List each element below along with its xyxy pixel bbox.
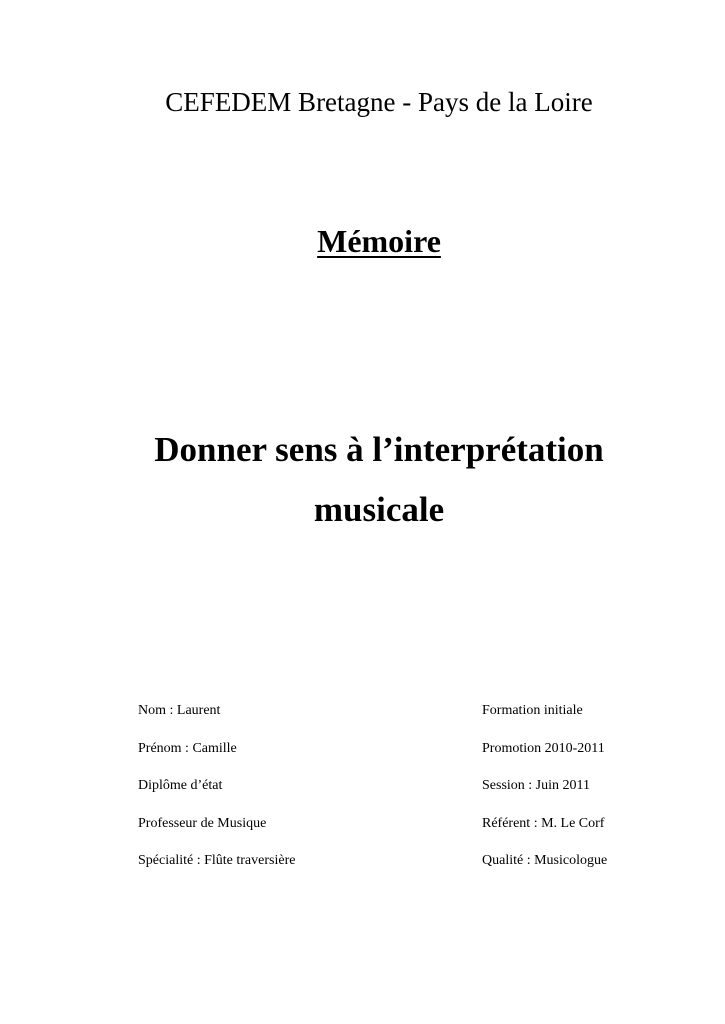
- promotion: Promotion 2010-2011: [482, 740, 605, 756]
- student-info-column: [138, 700, 295, 888]
- institution-name: CEFEDEM Bretagne - Pays de la Loire: [165, 87, 593, 117]
- title-line-1: Donner sens à l’interprétation: [154, 430, 604, 469]
- profession: Professeur de Musique: [138, 815, 267, 831]
- document-title: [0, 420, 725, 540]
- diploma: Diplôme d’état: [138, 778, 223, 793]
- program-info-column: [482, 700, 607, 888]
- student-first-name: Prénom : Camille: [138, 740, 237, 756]
- training-type: Formation initiale: [482, 703, 583, 718]
- title-line-2: musicale: [313, 490, 445, 529]
- speciality: Spécialité : Flûte traversière: [138, 853, 296, 868]
- document-type-heading: [0, 222, 725, 260]
- document-type-label: Mémoire: [317, 223, 441, 259]
- student-last-name: Nom : Laurent: [138, 703, 221, 718]
- referent: Référent : M. Le Corf: [482, 815, 605, 831]
- referent-quality: Qualité : Musicologue: [482, 853, 608, 868]
- session: Session : Juin 2011: [482, 778, 590, 793]
